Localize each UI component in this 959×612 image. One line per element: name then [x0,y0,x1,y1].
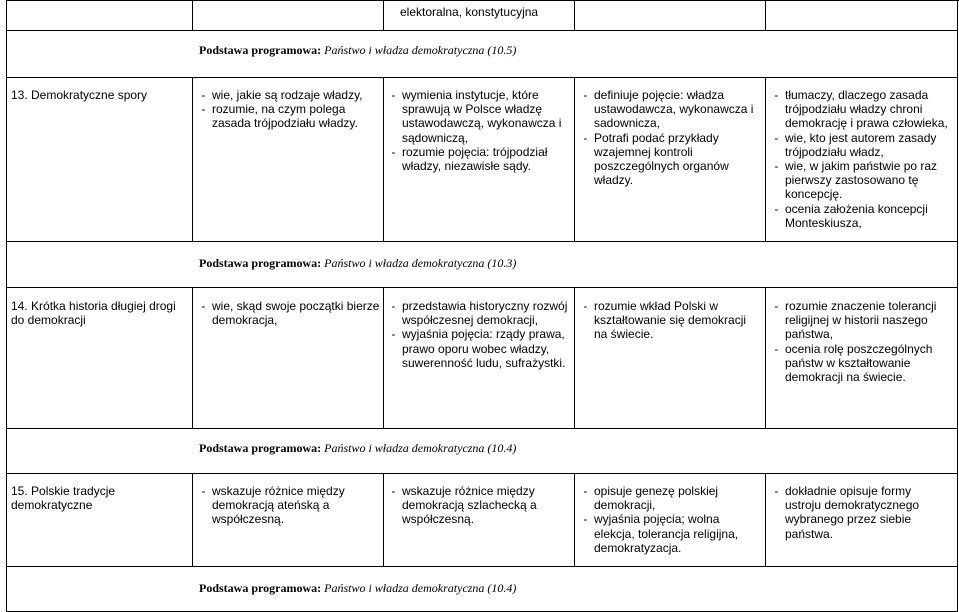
bullet-dash: - [771,484,785,498]
bullet-dash: - [388,299,402,313]
curriculum-basis-label: Podstawa programowa: [199,441,322,455]
requirement-text: wyjaśnia pojęcia: rządy prawa, prawo oporu wobec władzy, suwerenność ludu, sufrażystki. [402,327,566,370]
top-fragment-text: elektoralna, konstytucyjna [400,5,539,19]
bullet-dash: - [388,144,402,159]
column-divider [383,473,384,566]
curriculum-basis-text: Państwo i władza demokratyczna (10.4) [324,441,517,455]
requirement-text: wie, w jakim państwie po raz pierwszy zastosowano tę koncepcję. [785,159,938,202]
requirement-item [580,299,758,342]
table-line [6,77,958,78]
curriculum-basis-row [199,256,516,271]
curriculum-basis-row [199,581,516,596]
column-divider [192,473,193,566]
requirement-item [388,88,570,145]
requirement-text: wie, kto jest autorem zasady trójpodziału władz, [785,130,937,159]
lesson-topic: 15. Polskie tradycje demokratyczne [11,484,116,513]
requirement-text: wskazuje różnice między demokracją szlachecką a współczesną. [402,484,537,527]
bullet-dash: - [771,201,785,216]
column-divider [574,473,575,566]
requirement-item [771,202,949,230]
requirements-cell [771,299,949,384]
requirement-item [388,299,570,327]
bullet-dash: - [771,130,785,145]
requirement-item [198,484,380,527]
requirement-item [771,299,949,342]
column-divider [192,287,193,428]
bullet-dash: - [580,484,594,498]
bullet-dash: - [388,484,402,498]
table-line [6,566,958,567]
bullet-dash: - [771,159,785,174]
requirement-item [198,299,380,327]
column-divider [192,77,193,241]
bullet-dash: - [771,341,785,356]
curriculum-basis-row [199,441,516,456]
column-divider [765,287,766,428]
requirement-text: rozumie wkład Polski w kształtowanie się demokracji na świecie. [594,299,747,342]
requirement-item [580,131,758,188]
curriculum-basis-text: Państwo i władza demokratyczna (10.3) [324,256,517,270]
requirement-item [388,145,570,173]
requirement-text: rozumie znaczenie tolerancji religijnej w historii naszego państwa, [785,299,937,342]
bullet-dash: - [580,130,594,145]
bullet-dash: - [198,299,212,313]
table-border-right [957,0,958,612]
requirement-text: Potrafi podać przykłady wzajemnej kontroli poszczególnych organów władzy. [594,130,729,188]
requirement-item [388,484,570,527]
lesson-topic: 13. Demokratyczne spory [11,88,148,102]
bullet-dash: - [198,484,212,498]
requirement-item [580,88,758,131]
requirement-text: dokładnie opisuje formy ustroju demokratycznego wybranego przez siebie państwa. [785,484,920,541]
requirement-text: wskazuje różnice między demokracją ateńską a współczesną. [212,484,345,527]
requirement-item [388,327,570,370]
column-divider [383,0,384,30]
column-divider [383,287,384,428]
requirements-cell [198,299,380,327]
requirement-text: wymienia instytucje, które sprawują w Polsce władzę ustawodawczą, wykonawcza i sądowniczą, [402,88,562,145]
curriculum-basis-label: Podstawa programowa: [199,256,322,270]
requirement-text: opisuje genezę polskiej demokracji, [594,484,719,513]
bullet-dash: - [198,88,212,102]
column-divider [765,0,766,30]
curriculum-basis-label: Podstawa programowa: [199,43,322,57]
lesson-topic: 14. Krótka historia długiej drogi do demokracji [11,299,176,328]
requirement-item [580,484,758,512]
column-divider [574,287,575,428]
requirements-cell [388,299,570,370]
requirement-text: wie, jakie są rodzaje władzy, [212,88,363,102]
requirement-item [198,88,380,102]
requirement-text: ocenia założenia koncepcji Monteskiusza, [785,201,928,230]
column-divider [574,77,575,241]
table-line [6,428,958,429]
requirements-cell [388,88,570,173]
requirements-cell [771,88,949,230]
requirement-text: definiuje pojęcie: władza ustawodawcza, wykonawcza i sadownicza, [594,88,754,131]
requirement-text: ocenia rolę poszczególnych państw w kształtowanie demokracji na świecie. [785,341,933,385]
requirement-item [198,102,380,130]
table-line [6,473,958,474]
table-line [6,287,958,288]
column-divider [765,473,766,566]
requirement-text: wyjaśnia pojęcia; wolna elekcja, tolerancja religijna, demokratyzacja. [594,512,739,555]
column-divider [765,77,766,241]
column-divider [192,0,193,30]
table-border-top [6,0,959,1]
column-divider [574,0,575,30]
table-line [6,241,958,242]
requirement-item [771,88,949,131]
bullet-dash: - [771,88,785,102]
curriculum-basis-text: Państwo i władza demokratyczna (10.4) [324,581,517,595]
requirement-item [771,484,949,541]
bullet-dash: - [198,102,212,117]
bullet-dash: - [771,299,785,313]
requirements-cell [580,299,758,342]
requirement-text: rozumie, na czym polega zasada trójpodziału władzy. [212,102,358,131]
requirement-text: wie, skąd swoje początki bierze demokracja, [212,299,380,328]
bullet-dash: - [580,512,594,527]
requirements-cell [580,88,758,187]
bullet-dash: - [580,299,594,313]
requirements-cell [771,484,949,541]
requirement-item [771,342,949,385]
bullet-dash: - [388,327,402,342]
curriculum-basis-row [199,43,516,58]
bullet-dash: - [580,88,594,102]
curriculum-basis-label: Podstawa programowa: [199,581,322,595]
requirement-item [771,131,949,159]
requirement-text: rozumie pojęcia: trójpodział władzy, niezawisłe sądy. [402,144,548,174]
requirement-item [580,512,758,555]
requirement-text: tłumaczy, dlaczego zasada trójpodziału władzy chroni demokrację i prawa człowieka, [785,88,948,131]
requirements-cell [580,484,758,555]
table-border-left [6,0,7,612]
requirement-text: przedstawia historyczny rozwój współczesnej demokracji, [402,299,568,328]
curriculum-basis-text: Państwo i władza demokratyczna (10.5) [324,43,517,57]
bullet-dash: - [388,88,402,102]
requirements-cell [198,484,380,527]
requirements-cell [388,484,570,527]
column-divider [383,77,384,241]
requirement-item [771,159,949,202]
table-line [6,30,958,31]
requirements-cell [198,88,380,131]
